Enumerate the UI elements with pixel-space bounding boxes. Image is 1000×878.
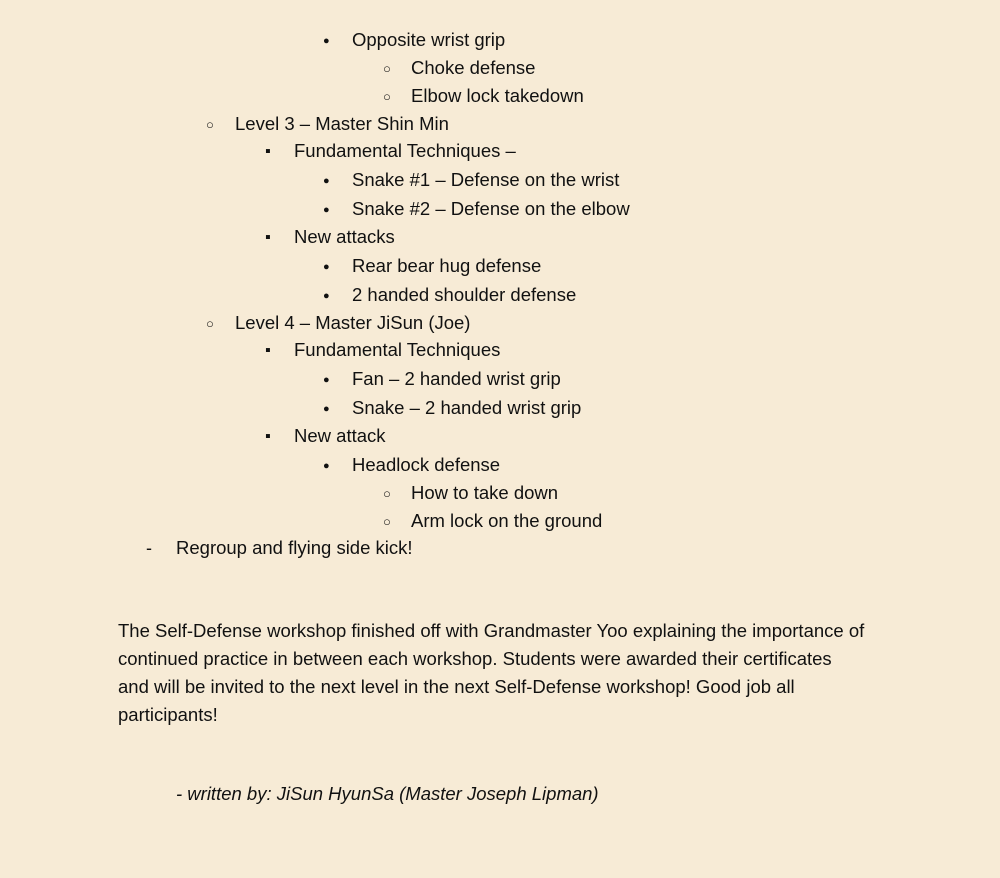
disc-bullet-icon (323, 198, 330, 223)
outline-item: Level 4 – Master JiSun (Joe) (235, 312, 471, 333)
disc-bullet-icon (323, 397, 330, 422)
disc-bullet-icon (323, 169, 330, 194)
author-signature: - written by: JiSun HyunSa (Master Joseph Lipman) (176, 783, 599, 804)
circle-bullet-icon (206, 312, 214, 336)
outline-item: Elbow lock takedown (411, 85, 584, 106)
outline-item: Regroup and flying side kick! (176, 537, 413, 558)
disc-bullet-icon (323, 255, 330, 280)
outline-item: Snake – 2 handed wrist grip (352, 397, 582, 418)
disc-bullet-icon (323, 284, 330, 309)
circle-bullet-icon (206, 113, 214, 137)
outline-item: Choke defense (411, 57, 536, 78)
circle-bullet-icon (383, 482, 391, 506)
circle-bullet-icon (383, 510, 391, 534)
closing-paragraph (118, 617, 898, 729)
dash-bullet-icon (146, 537, 152, 559)
outline-item: Fundamental Techniques (294, 339, 501, 360)
outline-item: Fundamental Techniques – (294, 140, 516, 161)
outline-item: Rear bear hug defense (352, 255, 542, 276)
outline-item: Level 3 – Master Shin Min (235, 113, 449, 134)
paragraph-line: continued practice in between each workshop. Students were awarded their certificates (118, 648, 832, 669)
outline-item: 2 handed shoulder defense (352, 284, 577, 305)
outline-item: Arm lock on the ground (411, 510, 603, 531)
paragraph-line: participants! (118, 704, 218, 725)
outline-item: Fan – 2 handed wrist grip (352, 368, 561, 389)
outline-item: New attack (294, 425, 386, 446)
square-bullet-icon (265, 140, 271, 164)
paragraph-line: The Self-Defense workshop finished off with Grandmaster Yoo explaining the importance of (118, 620, 865, 641)
square-bullet-icon (265, 339, 271, 363)
circle-bullet-icon (383, 57, 391, 81)
disc-bullet-icon (323, 454, 330, 479)
outline-item: Snake #2 – Defense on the elbow (352, 198, 630, 219)
square-bullet-icon (265, 425, 271, 449)
square-bullet-icon (265, 226, 271, 250)
outline-item: How to take down (411, 482, 559, 503)
circle-bullet-icon (383, 85, 391, 109)
outline-item: Headlock defense (352, 454, 501, 475)
outline-item: Snake #1 – Defense on the wrist (352, 169, 620, 190)
outline-item: New attacks (294, 226, 395, 247)
paragraph-line: and will be invited to the next level in the next Self-Defense workshop! Good job all (118, 676, 795, 697)
disc-bullet-icon (323, 368, 330, 393)
outline-item: Opposite wrist grip (352, 29, 506, 50)
disc-bullet-icon (323, 29, 330, 54)
